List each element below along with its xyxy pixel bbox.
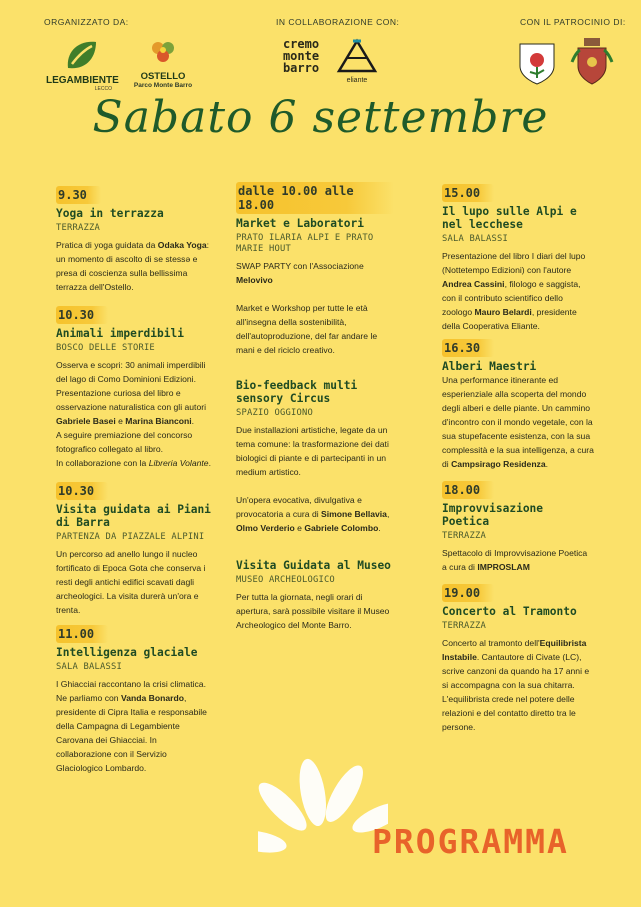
event-yoga <box>56 186 214 294</box>
event-place: TERRAZZA <box>442 531 486 541</box>
event-name: Visita guidata ai Piani di Barra <box>56 503 211 529</box>
event-concerto <box>442 584 594 734</box>
event-time: 15.00 <box>442 184 494 202</box>
event-time: 18.00 <box>442 481 494 499</box>
event-desc: Osserva e scopri: 30 animali imperdibili del lago di Como Dominioni Edizioni. Presentazione curiosa del libro e osservazione naturalistica con gli autori Gabriele Basei e Marina Bianconi. A seguire premiazione del concorso fotografico collegato al libro. In collaborazione con la Libreria Volante. <box>56 360 211 468</box>
event-time: 10.30 <box>56 482 108 500</box>
event-time: 19.00 <box>442 584 494 602</box>
event-improvvisazione <box>442 481 594 574</box>
program-label: PROGRAMMA <box>372 822 569 861</box>
event-place: PARTENZA DA PIAZZALE ALPINI <box>56 532 205 542</box>
event-name: Animali imperdibili <box>56 327 184 340</box>
collaboration-label: IN COLLABORAZIONE CON: <box>276 17 400 27</box>
event-desc: Due installazioni artistiche, legate da un tema comune: la trasformazione dei dati biologici di piante e di partecipanti in un medium artistico. Un'opera evocativa, divulgativa e provocatoria a cura di Simone Bellavia, Olmo Verderio e Gabriele Colombo. <box>236 425 390 533</box>
town-crest <box>570 36 614 93</box>
ostello-logo <box>128 38 198 89</box>
patronage-label: CON IL PATROCINIO DI: <box>520 17 626 27</box>
event-name: Bio-feedback multi sensory Circus <box>236 379 358 405</box>
event-name: Concerto al Tramonto <box>442 605 577 618</box>
legambiente-name: LEGAMBIENTE <box>46 75 119 86</box>
column-afternoon <box>442 184 594 742</box>
event-desc: Spettacolo di Improvvisazione Poetica a cura di IMPROSLAM <box>442 548 588 572</box>
municipal-crest <box>518 40 556 91</box>
column-morning <box>56 186 214 783</box>
event-name: Yoga in terrazza <box>56 207 164 220</box>
event-place: SPAZIO OGGIONO <box>236 408 313 418</box>
event-name: Visita Guidata al Museo <box>236 559 391 572</box>
event-time: 16.30 <box>442 339 494 357</box>
event-place: BOSCO DELLE STORIE <box>56 343 155 353</box>
page-title: Sabato 6 settembre <box>92 92 549 143</box>
event-time: 10.30 <box>56 306 108 324</box>
event-place: PRATO ILARIA ALPI E PRATO MARIE HOUT <box>236 233 374 254</box>
organized-by-label: ORGANIZZATO DA: <box>44 17 129 27</box>
event-desc: Una performance itinerante ed esperienziale alla scoperta del mondo degli alberi e delle piante. Un cammino d'incontro con il mondo vegetale, con la sua stupefacente esistenza, con la sua complessità e la sua intelligenza, a cura di Campsirago Residenza. <box>442 375 594 469</box>
event-place: SALA BALASSI <box>56 662 122 672</box>
event-place: TERRAZZA <box>56 223 100 233</box>
event-biofeedback <box>236 379 394 535</box>
cremo-logo <box>276 38 326 86</box>
event-name: Market e Laboratori <box>236 217 364 230</box>
ostello-sub: Parco Monte Barro <box>133 82 193 89</box>
leaf-icon <box>64 38 100 72</box>
event-place: MUSEO ARCHEOLOGICO <box>236 575 335 585</box>
eliante-name: eliante <box>346 77 368 84</box>
event-desc: SWAP PARTY con l'Associazione Melovivo Market e Workshop per tutte le età all'insegna della sostenibilità, dell'autoproduzione, del far andare le mani e del riciclo creativo. <box>236 261 378 355</box>
decorative-flower-icon <box>258 752 388 882</box>
event-visita-piani <box>56 482 214 617</box>
event-place: TERRAZZA <box>442 621 486 631</box>
event-name: Improvvisazione Poetica <box>442 502 544 528</box>
triangle-icon <box>335 38 379 74</box>
event-time: 11.00 <box>56 625 108 643</box>
event-museo <box>236 559 394 632</box>
event-intelligenza <box>56 625 214 775</box>
event-desc: Concerto al tramonto dell'Equilibrista Instabile. Cantautore di Civate (LC), scrive canzoni da quando ha 17 anni e si accompagna con la sua chitarra. L'equilibrista crede nel potere delle relazioni e del contatto diretto tra le persone. <box>442 638 590 732</box>
ostello-name: OSTELLO <box>140 71 186 82</box>
event-name: Alberi Maestri <box>442 360 537 373</box>
column-all-day <box>236 182 394 640</box>
event-market <box>236 182 394 357</box>
event-time: dalle 10.00 alle 18.00 <box>236 182 394 214</box>
event-desc: Un percorso ad anello lungo il nucleo fortificato di Epoca Gota che conserva i resti degli antichi edifici scavati dagli archeologici. La visita durerà un'ora e trenta. <box>56 549 206 615</box>
event-desc: Presentazione del libro I diari del lupo (Nottetempo Edizioni) con l'autore Andrea Cassini, filologo e saggista, con il contributo scientifico dello zoologo Mauro Belardi, presidente della Cooperativa Eliante. <box>442 251 586 331</box>
event-animali <box>56 306 214 470</box>
cremo-text: cremo monte barro <box>282 37 320 75</box>
event-desc: I Ghiacciai raccontano la crisi climatica. Ne parliamo con Vanda Bonardo, presidente di Cipra Italia e responsabile della Campagna di Legambiente Carovana dei Ghiacciai. In collaborazione con il Servizio Glaciologico Lombardo. <box>56 679 207 773</box>
event-name: Intelligenza glaciale <box>56 646 198 659</box>
event-desc: Pratica di yoga guidata da Odaka Yoga: un momento di ascolto di se stessǝ e presa di coscienza sulla bellissima terrazza dell'Ostello. <box>56 240 210 292</box>
shield-icon <box>518 40 556 86</box>
eliante-logo <box>332 38 382 84</box>
event-time: 9.30 <box>56 186 101 204</box>
legambiente-sub: LECCO <box>94 86 112 92</box>
event-place: SALA BALASSI <box>442 234 508 244</box>
crest-icon <box>570 36 614 88</box>
event-desc: Per tutta la giornata, negli orari di apertura, sarà possibile visitare il Museo Archeologico del Monte Barro. <box>236 592 390 630</box>
legambiente-logo <box>46 38 118 92</box>
event-alberi <box>442 339 594 471</box>
event-lupo <box>442 184 594 333</box>
event-name: Il lupo sulle Alpi e nel lecchese <box>442 205 577 231</box>
flower-icon <box>148 38 178 66</box>
